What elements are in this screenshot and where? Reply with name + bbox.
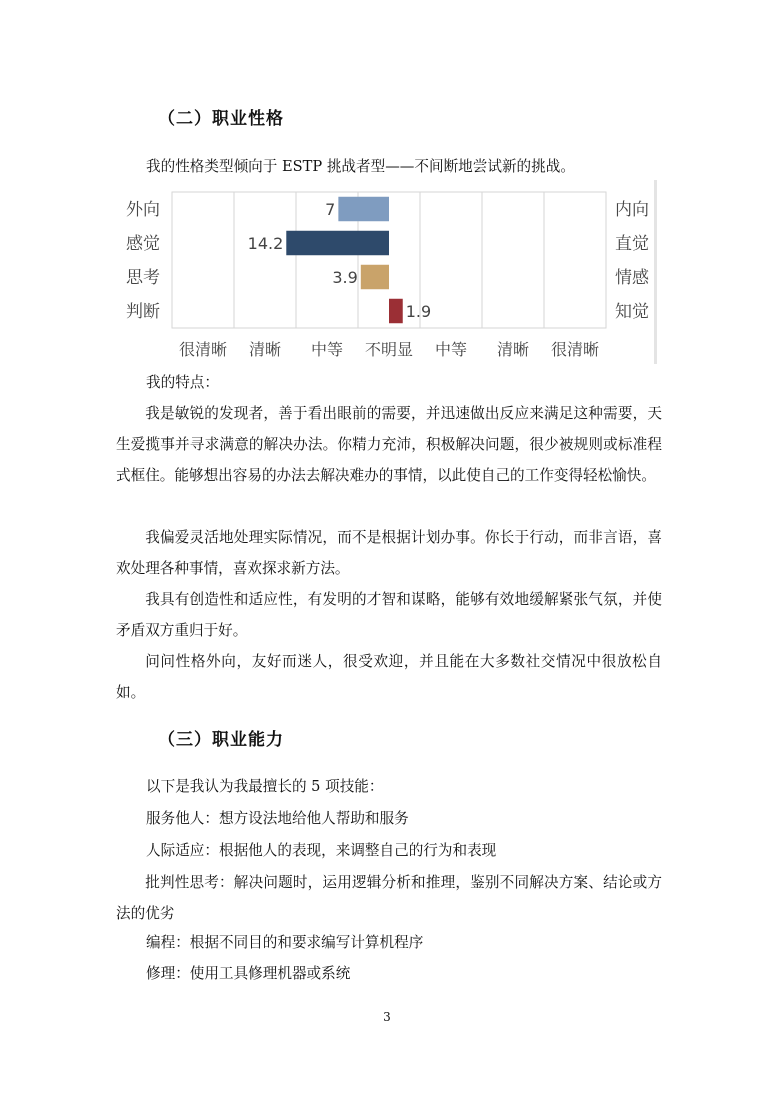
chart-data-label: 3.9 [332, 268, 358, 287]
chart-x-tick-label: 很清晰 [178, 340, 228, 359]
traits-heading: 我的特点： [146, 374, 219, 391]
chart-right-label: 内向 [615, 200, 649, 220]
chart-left-label: 外向 [126, 200, 160, 220]
traits-paragraph-2: 我偏爱灵活地处理实际情况，而不是根据计划办事。你长于行动，而非言语，喜欢处理各种事情，喜欢探求新方法。 [116, 529, 662, 577]
chart-x-tick-label: 不明显 [364, 340, 414, 359]
chart-data-label: 1.9 [405, 302, 432, 321]
chart-x-tick-label: 很清晰 [550, 340, 600, 359]
section-title-personality: （二）职业性格 [158, 109, 284, 129]
personality-intro: 我的性格类型倾向于 ESTP 挑战者型——不间断地尝试新的挑战。 [146, 158, 575, 175]
skill-item-2: 人际适应：根据他人的表现，来调整自己的行为和表现 [146, 842, 497, 859]
chart-left-label: 判断 [126, 302, 160, 322]
chart-bar [286, 231, 389, 255]
traits-paragraph-1: 我是敏锐的发现者，善于看出眼前的需要，并迅速做出反应来满足这种需要，天生爱揽事并寻求满意的解决办法。你精力充沛，积极解决问题，很少被规则或标准程式框住。能够想出容易的办法去解决难办的事情，以此使自己的工作变得轻松愉快。 [116, 405, 662, 484]
chart-bar [338, 197, 389, 221]
ability-intro: 以下是我认为我最擅长的 5 项技能： [146, 778, 384, 795]
skill-item-4: 编程：根据不同目的和要求编写计算机程序 [146, 934, 424, 951]
chart-right-label: 知觉 [615, 302, 649, 322]
chart-data-label: 14.2 [247, 234, 284, 253]
chart-left-label: 感觉 [126, 234, 160, 254]
chart-x-tick-label: 清晰 [496, 340, 530, 359]
skill-item-5: 修理：使用工具修理机器或系统 [146, 965, 351, 982]
chart-bar [361, 265, 389, 289]
traits-paragraph-3: 我具有创造性和适应性，有发明的才智和谋略，能够有效地缓解紧张气氛，并使矛盾双方重归于好。 [116, 591, 662, 639]
chart-edge-strip [654, 180, 657, 364]
chart-x-tick-label: 中等 [434, 340, 468, 359]
traits-paragraph-4: 问问性格外向，友好而迷人，很受欢迎，并且能在大多数社交情况中很放松自如。 [116, 653, 662, 701]
page-number: 3 [383, 1010, 391, 1024]
skill-item-1: 服务他人：想方设法地给他人帮助和服务 [146, 810, 409, 827]
chart-right-label: 直觉 [615, 234, 649, 254]
chart-right-label: 情感 [615, 268, 649, 288]
chart-x-tick-label: 清晰 [248, 340, 282, 359]
chart-x-tick-label: 中等 [310, 340, 344, 359]
mbti-chart [118, 180, 658, 366]
chart-left-label: 思考 [126, 268, 160, 288]
skill-item-3: 批判性思考：解决问题时，运用逻辑分析和推理，鉴别不同解决方案、结论或方法的优劣 [116, 874, 662, 922]
section-title-ability: （三）职业能力 [158, 730, 284, 750]
chart-data-label: 7 [325, 200, 336, 219]
chart-bar [389, 299, 403, 323]
